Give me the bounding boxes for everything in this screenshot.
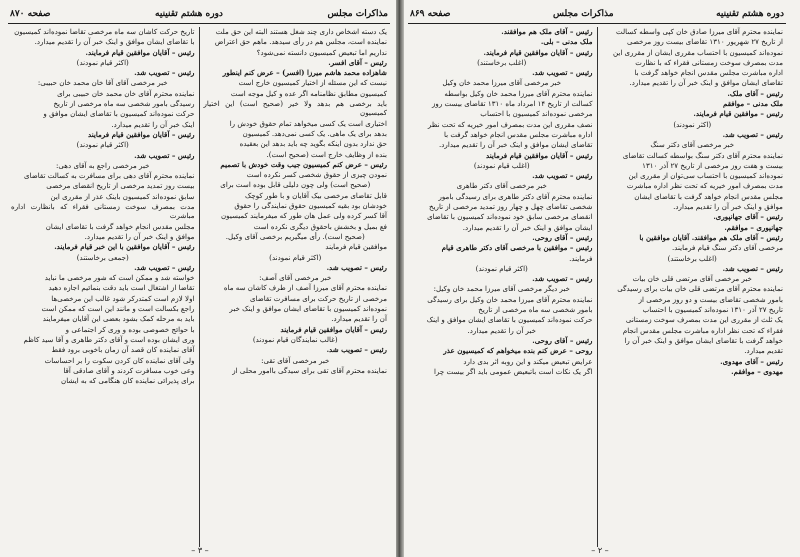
header-session-title: دوره هشتم تقنینیه xyxy=(716,9,784,19)
header-session-title: دوره هشتم تقنینیه xyxy=(155,9,223,19)
right-page-columns xyxy=(408,27,786,547)
text-line: موافق و اینک خبر آن را تقدیم میدارد. xyxy=(673,202,783,212)
text-line: رئیس – آقای ملک هم موافقند. xyxy=(501,27,593,36)
text-line: رئیس – آقایان موافقین قیام فرمایند. xyxy=(483,47,593,57)
text-line: تقاضای ایشان موافق و اینک خبر آن را تقدیم میدارد. xyxy=(439,140,593,150)
text-line: رئیس – آقایان موافقین قیام فرمایند xyxy=(88,129,195,139)
text-line: نصف مقرری این مدت بمصرف امور خیریه که تحت نظر xyxy=(427,119,593,129)
header-page-number: صفحه ۸۶۹ xyxy=(410,9,451,19)
text-line: خبر مرخصی آقای دکتر سنگ xyxy=(650,140,735,150)
text-line: ملک مدنی – موافقم xyxy=(723,99,783,109)
text-line: خواسته شد و ممکن است که شور مرخصی ما نباید xyxy=(44,273,195,283)
text-line: (اکثر نمودند) xyxy=(673,119,712,129)
text-line: نماینده محترم آقای مرتضی قلی خان بیات برای رسیدگی xyxy=(617,284,783,294)
text-line: بدهد برای یک ماهی. یک کسی نمی‌دهد. کمیسیون xyxy=(242,128,387,138)
text-line: نموده‌اند کمیسیون با تقاضای ایشان موافق و اینک خبر xyxy=(229,304,387,314)
text-line: بامور شخصی تقاضای بیست و دو روز مرخصی از xyxy=(638,294,783,304)
text-line: رئیس – تصویب شد. xyxy=(134,68,195,78)
text-line: رئیس – موافقین با مرخصی آقای دکتر طاهری قیام xyxy=(441,243,593,253)
text-line: رئیس – تصویب شد. xyxy=(722,263,783,273)
text-line: خبر مرخصی آقای مرتضی قلی خان بیات xyxy=(632,274,752,284)
text-line: نماینده محترم آقای میرزا صادق خان کپی واسطه کسالت xyxy=(616,27,783,36)
text-line: حرکت نموده‌اند کمیسیون با تقاضای ایشان موافق و اینک xyxy=(426,315,593,325)
text-line: (صحیح است) ولی چون دلیلی قابل بوده است برای xyxy=(220,180,371,190)
text-line: اداره مباشرت مجلس مقدس انجام خواهد گرفت با xyxy=(634,68,783,78)
text-line: حق ندارد بدون اینکه بگوید چه باید بدهد این بعقیده xyxy=(239,139,387,149)
text-line: (اکثر قیام نمودند) xyxy=(475,263,528,273)
text-line: نموده‌اند کمیسیون با احتساب سی‌توان از مقرری این xyxy=(628,171,783,181)
text-line: عرایض تبعیض میکند و این روبه اثر بدی دارد xyxy=(463,356,593,366)
left-page-right-column xyxy=(201,27,391,547)
text-line: رسیدگی بامور شخصی سه ماه مرخصی از تاریخ xyxy=(53,99,195,109)
text-line: خبر مرخصی آقای تقی: xyxy=(261,355,330,365)
text-line: خبر مرخصی آقای میرزا محمد خان وکیل xyxy=(442,78,562,88)
text-line: مرخصی از تاریخ حرکت برای مسافرت تقاضای xyxy=(250,293,387,303)
text-line: رئیس – تصویب شد. xyxy=(134,150,195,160)
text-line: تقاضای ایشان موافق و اینک خبر آن را تقدیم میدارد. xyxy=(629,78,783,88)
text-line: نماینده محترم آقای میرزا محمد خان وکیل برای رسیدگی xyxy=(427,294,593,304)
text-line: شاهزاده محمد هاشم میرزا (افسر) – عرض کنم اینطور xyxy=(222,68,387,78)
text-line: بامور شخصی سه ماه مرخصی از تاریخ xyxy=(478,305,593,315)
text-line: نماینده محترم آقای دکتر سنگ بواسطه کسالت تقاضای xyxy=(622,150,783,160)
text-line: باید به مرحله کمک بشود بعضی این آقایان میفرمایند xyxy=(42,314,195,324)
text-line: با تقاضای ایشان موافق و اینک خبر آن را تقدیم میدارد. xyxy=(34,37,195,47)
text-line: رئیس – تصویب شد. xyxy=(722,129,783,139)
text-line: فرمایند. xyxy=(569,253,593,263)
text-line: مرخصی آقای دکتر سنگ قیام فرمایند. xyxy=(672,243,783,253)
text-line: مدت بمصرف امور خیریه که تحت نظر اداره مباشرت xyxy=(626,181,783,191)
text-line: آقا کسر کرده ولی عمل هان طور که میفرمایند کمیسیون xyxy=(220,211,387,221)
text-line: نماینده محترم آقای میرزا آصف از طرف کاشان سه ماه xyxy=(223,283,387,293)
text-line: روحی – عرض کنم بنده میخواهم که کمیسیون عذر xyxy=(443,346,593,356)
text-line: مدت بمصرف سوخت زمستانی فقراء که با نظارت xyxy=(635,57,783,67)
text-line: خبر مرخصی آقای دکتر طاهری xyxy=(456,181,547,191)
text-line: موافق و اینک خبر آن را تقدیم میدارد. xyxy=(84,231,195,241)
text-line: رئیس – تصویب شد. xyxy=(532,274,593,284)
text-line: کسالت از تاریخ ۱۴ امرداد ماه ۱۳۱۰ تقاضای بیست روز xyxy=(432,99,593,109)
text-line: وعی خوب مسافرت کردند و آقای صادقی آقا xyxy=(63,365,195,375)
text-line: مرخصی نموده‌اند کمیسیون با احتساب xyxy=(480,109,593,119)
text-line: خبر مرخصی آقای آقا خان محمد خان حبیبی: xyxy=(37,78,168,88)
text-line: رئیس – آقای ملک. xyxy=(727,88,783,98)
text-line: نماینده محترم آقای خان محمد خان حبیبی برای xyxy=(57,88,195,98)
right-page-right-column xyxy=(599,27,787,547)
text-line: انقضای مرخصی سابق خود نموده‌اند کمیسیون با تقاضای xyxy=(427,212,593,222)
text-line: خودشان بود بقیه کمیسیون حقوق نمایندگی را حقوق xyxy=(234,201,387,211)
column-rule xyxy=(597,27,598,547)
right-page-left-column xyxy=(408,27,596,547)
text-line: رئیس – آقایان موافقین قیام فرمایند xyxy=(486,150,593,160)
text-line: راجع بکسالت است و مانند این است که ممکن است xyxy=(41,304,195,314)
text-line: رئیس – عرض کنم کمیسیون جیب وقت خودش با تصمیم xyxy=(220,159,387,169)
text-line: نیست که این مسئله از اختیار کمیسیون خارج است xyxy=(238,78,387,88)
text-line: بیست و هفت روز مرخصی از تاریخ ۲۷ آذر ۱۳۱۰ xyxy=(642,160,783,170)
text-line: رئیس – آقایان موافقین با این خبر قیام فرمایند. xyxy=(54,242,195,252)
text-line: باید برخصی هم بدهد ولا خیر (صحیح است) این اختیار کمیسیون xyxy=(203,99,387,118)
text-line: وری ایشان بوده است و آقای دکتر طاهری و آقا سید کاظم xyxy=(23,334,195,344)
text-line: (اغلب برخاستند) xyxy=(477,57,527,67)
text-line: مدت بمصرف سوخت زمستانی فقراء که بانظارت اداره مباشرت xyxy=(11,202,195,221)
text-line: از تاریخ ۲۷ شهریور ۱۳۱۰ تقاضای بیست روز مرخصی xyxy=(627,37,783,47)
text-line: اگر یک نکات است باتبعیض عمومی باید اگر بیست چرا xyxy=(434,366,593,376)
text-line: موافقین قیام فرمایند xyxy=(325,242,387,252)
text-line: اولا لازم است کمتدرکر شود غالب این مرخصی‌ها xyxy=(51,293,195,303)
text-line: کمیسیون مطابق نظامنامه اگر عده و کیل موجه است xyxy=(230,88,387,98)
text-line: مجلس مقدس انجام خواهد گرفت با تقاضای ایشان xyxy=(45,221,195,231)
text-line: ملک مدنی – بلی. xyxy=(540,37,593,47)
text-line: رئیس – آقایان موافقین قیام فرمایند xyxy=(280,324,387,334)
text-line: تاریخ ۲۷ آذر ۱۳۱۰ نموده‌اند کمیسیون با احتساب xyxy=(642,305,783,315)
text-line: رئیس – تصویب شد. xyxy=(532,171,593,181)
text-line: رئیس – آقای افسر. xyxy=(328,57,387,67)
text-line: اختیاری است یک کسی میخواهد تمام حقوق خودش را xyxy=(229,118,387,128)
text-line: (اغلب برخاستند) xyxy=(667,253,717,263)
text-line: رئیس – آقای ملک هم موافقند. آقایان موافقین با xyxy=(639,232,783,242)
text-line: خواهد گرفت با تقاضای ایشان موافق و اینک خبر آن را xyxy=(624,335,783,345)
text-line: حرکت نموده‌اند کمیسیون با تقاضای ایشان موافق و xyxy=(43,109,195,119)
text-line: اینک خبر آن را تقدیم میدارد. xyxy=(111,119,195,129)
text-line: (اکثر قیام نمودند) xyxy=(269,252,322,262)
right-page xyxy=(400,0,800,557)
text-line: رئیس – تصویب شد. xyxy=(134,262,195,272)
text-line: (غالب نمایندگان قیام نمودند) xyxy=(252,334,338,344)
text-line: ولی آقای نماینده کان کردن سکوت را بر احساسات xyxy=(44,355,195,365)
text-line: خبر آن را تقدیم میدارد. xyxy=(467,325,536,335)
left-page-left-column xyxy=(8,27,198,547)
text-line: رئیس – آقای جهانپوری. xyxy=(713,212,783,222)
text-line: رئیس – آقای روحی. xyxy=(532,232,593,242)
text-line: اداره مباشرت مجلس مقدس انجام خواهد گرفت با xyxy=(443,129,593,139)
text-line: نماینده است، مجلس هم در رأی سیدهد. ماهم حق اعتراض xyxy=(214,37,387,47)
text-line: شخصی تقاضای چهل و چهار روز تمدید مرخصی از تاریخ xyxy=(429,202,593,212)
text-line: رئیس – آقای روحی. xyxy=(532,335,593,345)
text-line: با حوائج خصوصی بوده و وری کر اجتماعی و xyxy=(65,324,195,334)
text-line: ایشان موافق و اینک خبر آن را تقدیم میدارد. xyxy=(462,222,593,232)
text-line: فقراء که تحت نظر اداره مباشرت مجلس مقدس انجام xyxy=(622,325,783,335)
text-line: رئیس – تصویب شد. xyxy=(532,68,593,78)
left-page-header xyxy=(8,6,390,24)
header-section-title: مذاکرات مجلس xyxy=(553,9,614,19)
text-line: رئیس – تصویب شد. xyxy=(326,262,387,272)
text-line: آن را تقدیم میدارد. xyxy=(331,314,387,324)
text-line: نداریم اما تبعیض کمیسیون دانسته نمی‌شود؟ xyxy=(256,47,387,57)
page-footer-number: – ۳ – xyxy=(191,546,209,555)
text-line: (جمعی برخاستند) xyxy=(76,252,129,262)
left-page-columns xyxy=(8,27,390,547)
text-line: تاریخ حرکت کاشان سه ماه مرخصی تقاضا نموده‌اند کمیسیون xyxy=(14,27,195,36)
text-line: یک ثلث از مقرری این مدت بمصرف سوخت زمستانی xyxy=(625,315,783,325)
text-line: نمودن چیزی از حقوق شخصی کسر نکرده است xyxy=(246,170,387,180)
text-line: نماینده محترم آقای دهی برای مسافرت به کسالت تقاضای xyxy=(24,171,195,181)
text-line: خبر مرخصی آقای آصف: xyxy=(259,273,332,283)
text-line: قابل تقاضای مرخصی بیک آقایان و با طور کوچک xyxy=(245,190,387,200)
text-line: تقدیم میدارد. xyxy=(744,346,783,356)
text-line: بیست روز تمدید مرخصی از تاریخ انقضای مرخصی xyxy=(46,181,195,191)
page-footer-number: – ۲ – xyxy=(591,546,609,555)
text-line: یک دسته اشخاص داری چند شغل هستند البته این حق ملت xyxy=(215,27,387,36)
text-line: رئیس – موافقین قیام فرمایند. xyxy=(693,109,783,119)
text-line: برای پذیرائی نماینده کان هنگامی که به ایشان xyxy=(61,376,195,386)
header-section-title: مذاکرات مجلس xyxy=(327,9,388,19)
text-line: سابق نموده‌اند کمیسیون باینک عذر از مقرری این xyxy=(50,191,195,201)
text-line: (اغلب قیام نمودند) xyxy=(473,160,530,170)
text-line: بنده از وظایف خارج است (صحیح است). xyxy=(266,149,387,159)
text-line: رئیس – آقای مهدوی. xyxy=(720,356,783,366)
text-line: خبر مرخصی راجع به آقای دهی: xyxy=(56,160,150,170)
text-line: رئیس – تصویب شد. xyxy=(326,345,387,355)
text-line: مهدوی – موافقم. xyxy=(731,366,783,376)
text-line: نماینده محترم آقای دکتر طاهری برای رسیدگی بامور xyxy=(438,191,593,201)
text-line: نماینده محترم آقای میرزا محمد خان وکیل بواسطه xyxy=(444,88,593,98)
text-line: رئیس – آقایان موافقین قیام فرمایند. xyxy=(85,47,195,57)
header-page-number: صفحه ۸۷۰ xyxy=(10,9,51,19)
text-line: نموده‌اند کمیسیون با احتساب مقرری ایشان از مقرری این xyxy=(612,47,783,57)
text-line: مجلس مقدس انجام خواهد گرفت با تقاضای ایشان xyxy=(634,191,783,201)
text-line: (اکثر قیام نمودند) xyxy=(76,57,129,67)
text-line: خبر دیگر مرخصی آقای میرزا محمد خان وکیل: xyxy=(433,284,570,294)
column-rule xyxy=(199,27,200,547)
text-line: نماینده محترم آقای تقی برای سیدگی باامور محلی از xyxy=(232,365,387,375)
text-line: (اکثر قیام نمودند) xyxy=(76,140,129,150)
text-line: آقای نماینده کان قصد آن زمان باخوبی برود فقط xyxy=(51,345,195,355)
text-line: جهانپوری – موافقم. xyxy=(724,222,783,232)
text-line: (صحیح است). رأی میگیریم برخصی آقای وکیل. xyxy=(225,231,365,241)
text-line: تقاضا از اشتغال است باید دقت بنمائیم اجازه دهید xyxy=(48,283,195,293)
right-page-header xyxy=(408,6,786,24)
text-line: فع بمیل و بخشش باحقوق دیگری نکرده است xyxy=(253,221,387,231)
book-gutter xyxy=(396,0,404,557)
